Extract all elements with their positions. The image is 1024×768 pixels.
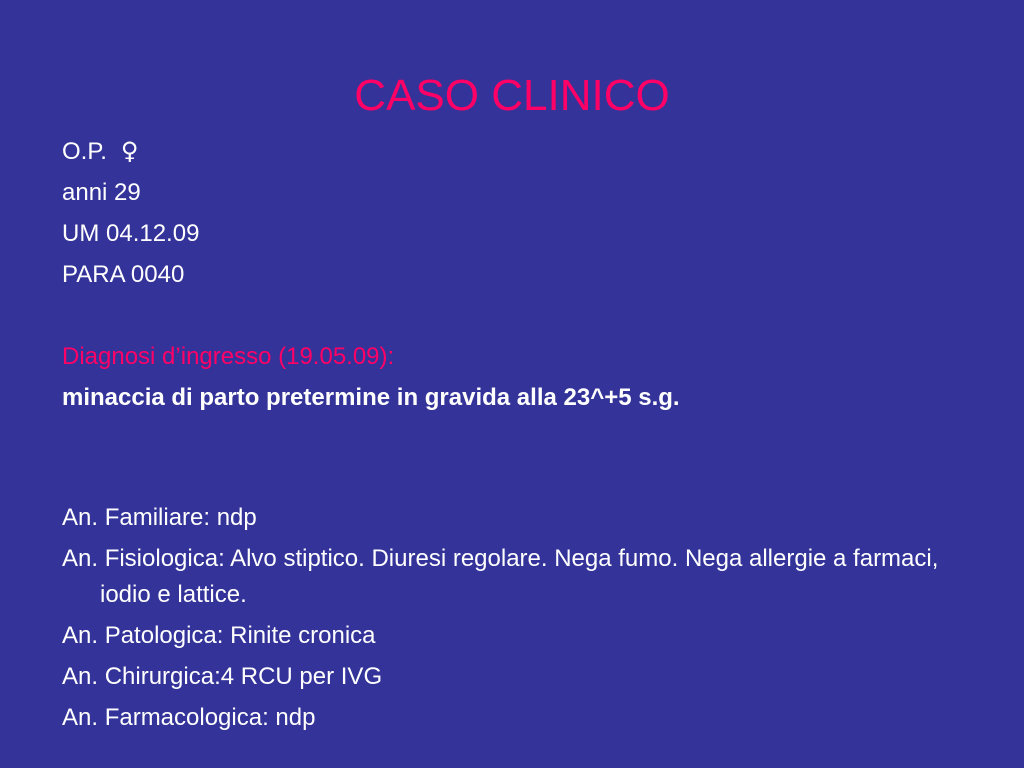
- patient-initials-line: [62, 131, 982, 172]
- slide-title: CASO CLINICO: [354, 71, 670, 120]
- spacer: [62, 418, 982, 500]
- history-familiar: An. Familiare: ndp: [62, 504, 257, 531]
- patient-age: anni 29: [62, 179, 141, 206]
- female-sex-icon: ♀: [120, 137, 139, 165]
- history-surgical: An. Chirurgica:4 RCU per IVG: [62, 663, 383, 690]
- history-pharmacological: An. Farmacologica: ndp: [62, 704, 316, 731]
- history-pathological: An. Patologica: Rinite cronica: [62, 622, 376, 649]
- last-menstrual-period: UM 04.12.09: [62, 220, 200, 247]
- parity: PARA 0040: [62, 261, 185, 288]
- history-physiological: An. Fisiologica: Alvo stiptico. Diuresi regolare. Nega fumo. Nega allergie a farmaci, iodio e lattice.: [62, 545, 939, 608]
- diagnosis-heading: Diagnosi d’ingresso (19.05.09):: [62, 343, 395, 370]
- slide-content: [62, 131, 982, 741]
- spacer: [62, 295, 982, 336]
- diagnosis-text: minaccia di parto pretermine in gravida alla 23^+5 s.g.: [62, 384, 680, 411]
- patient-initials: O.P.: [62, 138, 107, 165]
